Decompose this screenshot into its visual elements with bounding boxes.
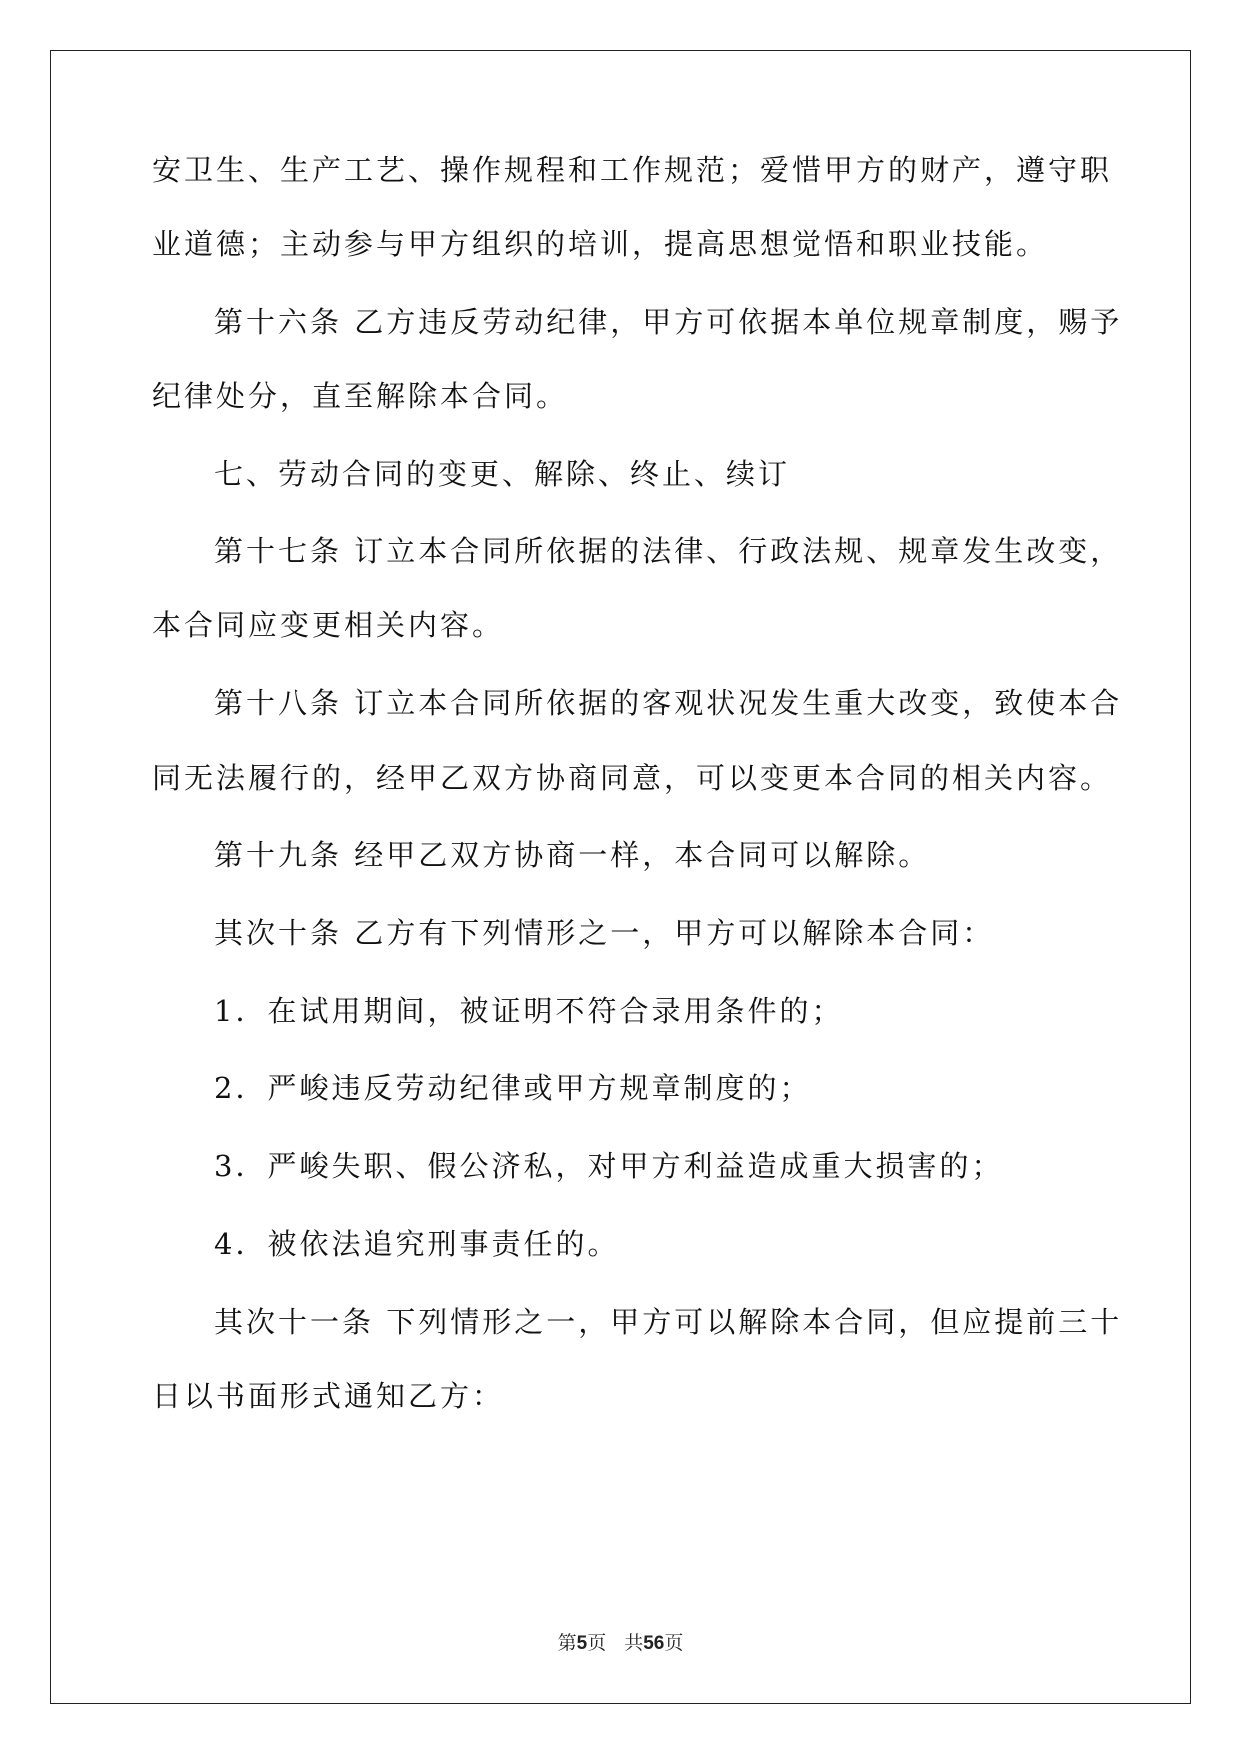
page-total: 56: [643, 1633, 665, 1654]
section-heading: 七、劳动合同的变更、解除、终止、续订: [214, 457, 791, 491]
clause-19-line: 第十九条 经甲乙双方协商一样，本合同可以解除。: [214, 838, 931, 872]
body-text-line: 业道德；主动参与甲方组织的培训，提高思想觉悟和职业技能。: [152, 227, 1049, 261]
clause-16-line: 第十六条 乙方违反劳动纪律，甲方可依据本单位规章制度，赐予: [214, 305, 1123, 339]
clause-18-line: 第十八条 订立本合同所依据的客观状况发生重大改变，致使本合: [214, 686, 1123, 720]
body-text-line: 安卫生、生产工艺、操作规程和工作规范；爱惜甲方的财产，遵守职: [152, 153, 1113, 187]
list-item: 1．在试用期间，被证明不符合录用条件的；: [214, 994, 844, 1028]
page-border: [50, 50, 1191, 1704]
page-footer: [0, 1628, 1241, 1655]
body-text-line: 本合同应变更相关内容。: [152, 608, 505, 642]
total-suffix: 页: [664, 1632, 684, 1654]
body-text-line: 纪律处分，直至解除本合同。: [152, 379, 569, 413]
list-item: 2．严峻违反劳动纪律或甲方规章制度的；: [214, 1071, 812, 1105]
page-suffix: 页: [587, 1632, 607, 1654]
page-number: 5: [576, 1633, 588, 1654]
clause-21-line: 其次十一条 下列情形之一，甲方可以解除本合同，但应提前三十: [214, 1305, 1123, 1339]
total-prefix: 共: [624, 1632, 644, 1654]
body-text-line: 日以书面形式通知乙方：: [152, 1379, 505, 1413]
body-text-line: 同无法履行的，经甲乙双方协商同意，可以变更本合同的相关内容。: [152, 761, 1113, 795]
clause-20-line: 其次十条 乙方有下列情形之一，甲方可以解除本合同：: [214, 916, 995, 950]
page-prefix: 第: [557, 1632, 577, 1654]
list-item: 4．被依法追究刑事责任的。: [214, 1227, 620, 1261]
clause-17-line: 第十七条 订立本合同所依据的法律、行政法规、规章发生改变，: [214, 534, 1123, 568]
list-item: 3．严峻失职、假公济私，对甲方利益造成重大损害的；: [214, 1149, 1004, 1183]
